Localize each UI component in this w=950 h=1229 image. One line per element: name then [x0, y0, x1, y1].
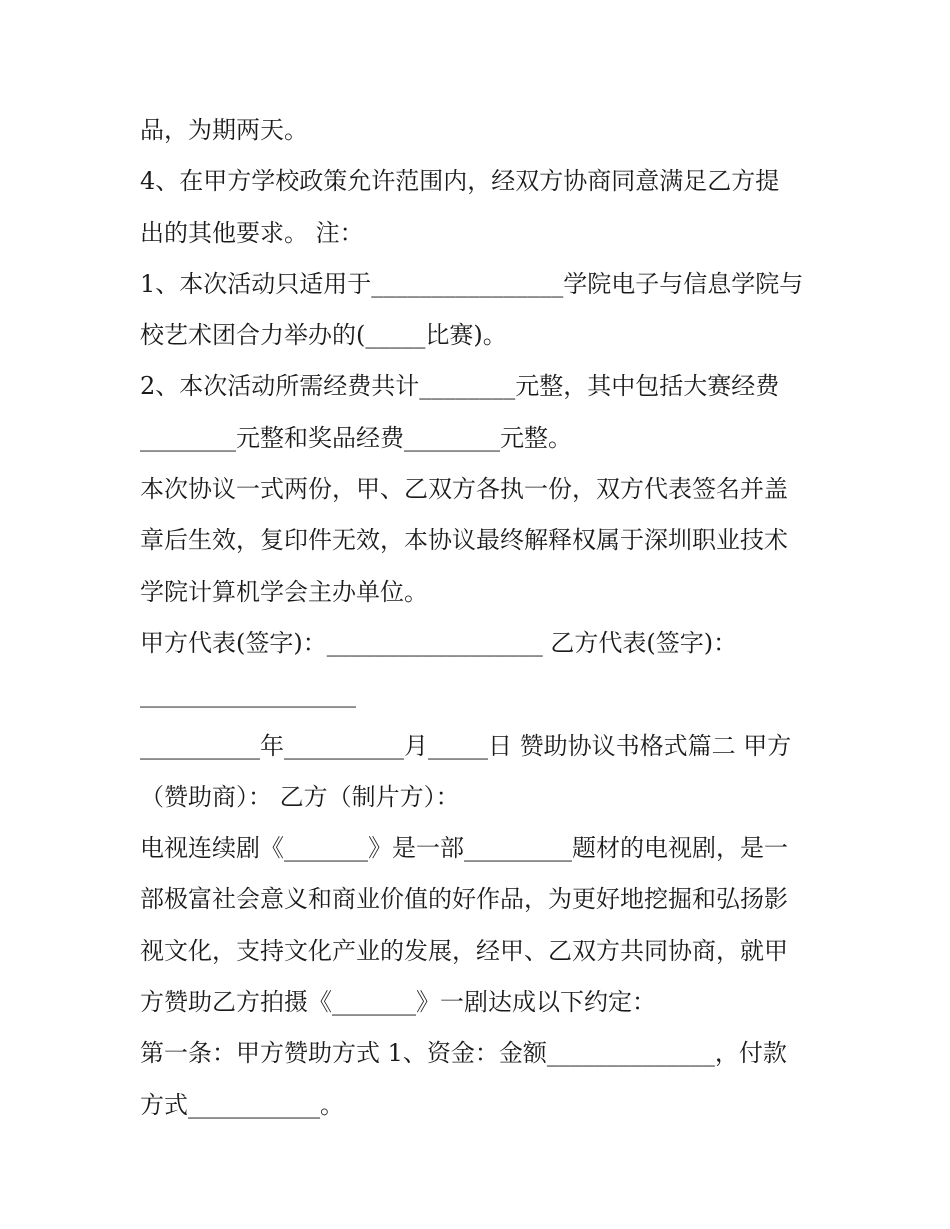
text-line: ________元整和奖品经费________元整。 — [140, 423, 572, 452]
document-body — [140, 110, 820, 1136]
text-line: 部极富社会意义和商业价值的好作品，为更好地挖掘和弘扬影 — [140, 885, 788, 914]
text-line: 出的其他要求。 注： — [140, 218, 364, 247]
text-line: 本次协议一式两份，甲、乙双方各执一份，双方代表签名并盖 — [140, 475, 788, 504]
text-line: 视文化，支持文化产业的发展，经甲、乙双方共同协商，就甲 — [140, 936, 788, 965]
text-line: 学院计算机学会主办单位。 — [140, 577, 428, 606]
text-line: 品，为期两天。 — [140, 116, 308, 144]
text-line: 电视连续剧《_______》是一部_________题材的电视剧，是一 — [140, 834, 788, 863]
date-line: __________年__________月_____日 赞助协议书格式篇二 甲方 — [140, 731, 792, 760]
text-line: 方式___________。 — [140, 1090, 344, 1119]
text-line: 校艺术团合力举办的(_____比赛)。 — [140, 321, 507, 350]
text-line: 1、本次活动只适用于________________学院电子与信息学院与 — [140, 269, 804, 298]
text-line: 方赞助乙方拍摄《_______》一剧达成以下约定： — [140, 988, 656, 1017]
text-line: 2、本次活动所需经费共计________元整，其中包括大赛经费 — [140, 372, 780, 401]
text-line: 第一条：甲方赞助方式 1、资金：金额______________，付款 — [140, 1039, 787, 1068]
text-line: 4、在甲方学校政策允许范围内，经双方协商同意满足乙方提 — [140, 167, 780, 196]
text-line: 章后生效，复印件无效，本协议最终解释权属于深圳职业技术 — [140, 526, 788, 555]
text-line: （赞助商）： 乙方（制片方）： — [140, 782, 460, 811]
signature-blank: __________________ — [140, 680, 356, 709]
signature-line: 甲方代表(签字)：__________________ 乙方代表(签字)： — [140, 628, 738, 657]
